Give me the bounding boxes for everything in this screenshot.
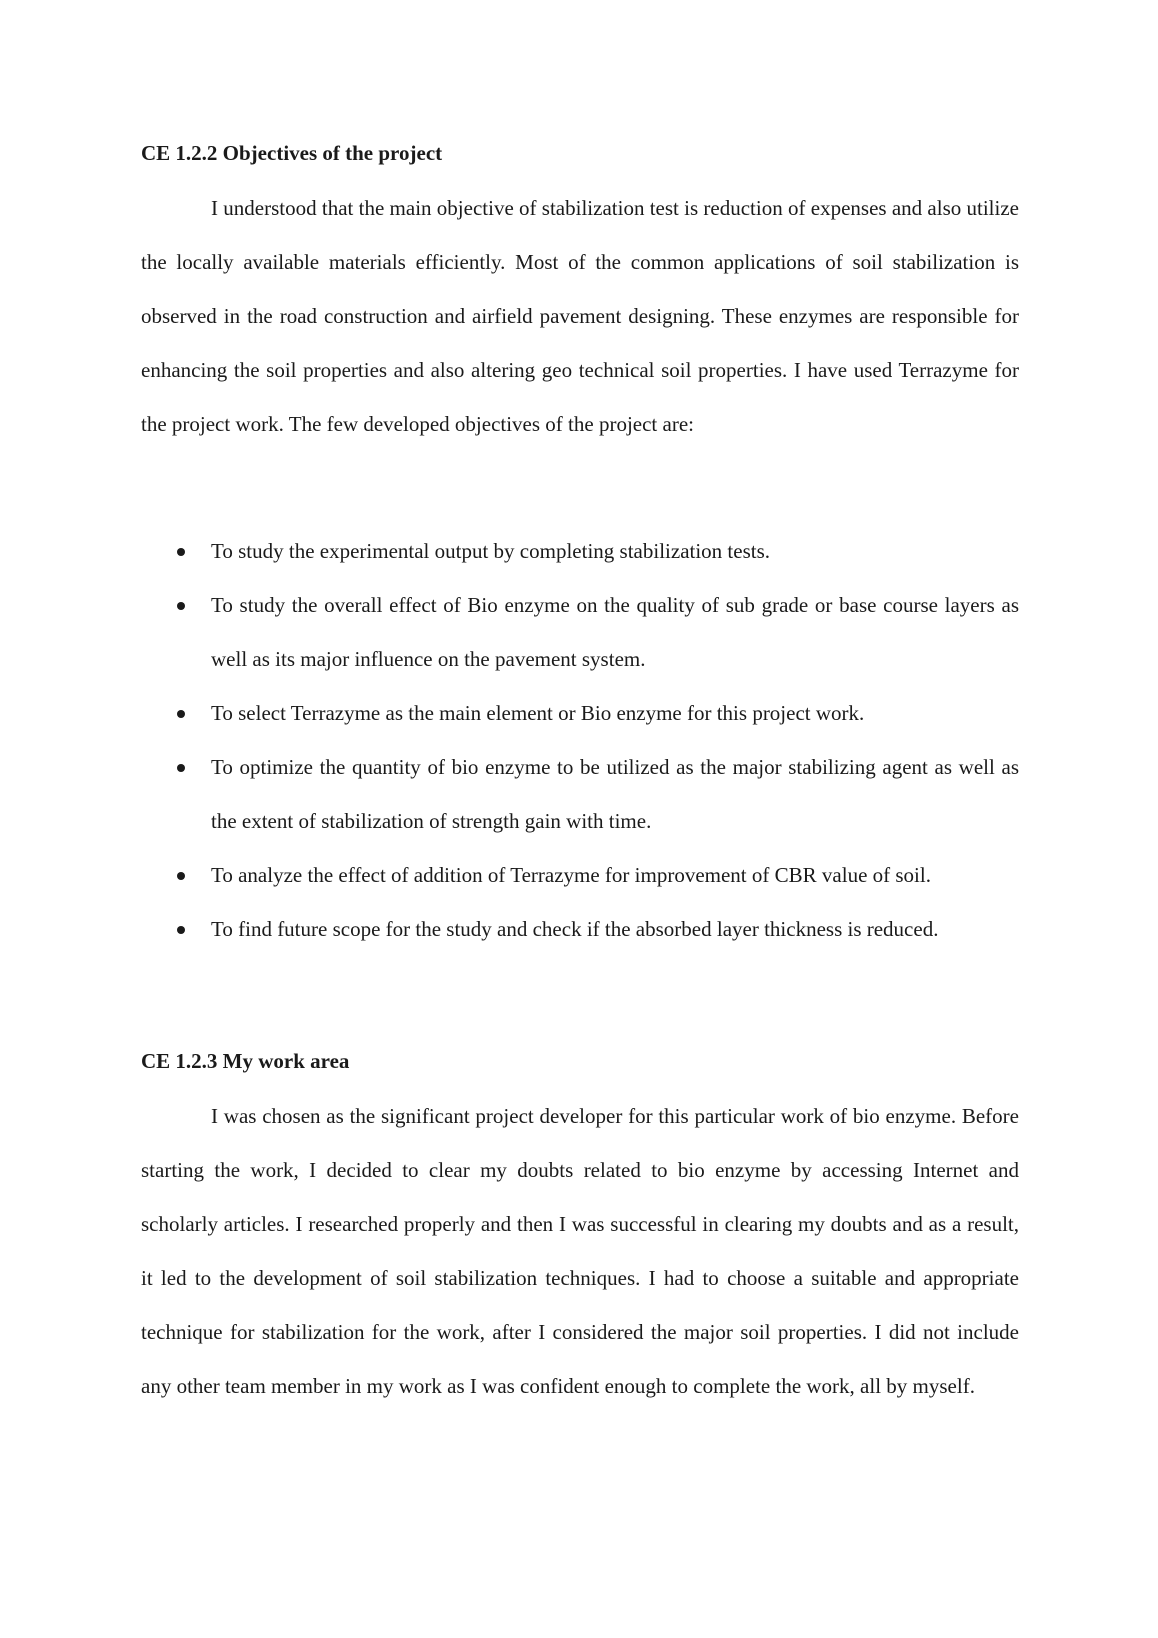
list-item — [141, 686, 1019, 740]
list-item-text: To study the experimental output by completing stabilization tests. — [211, 539, 771, 563]
list-item — [141, 578, 1019, 686]
list-item — [141, 902, 1019, 956]
list-item-text: To find future scope for the study and check if the absorbed layer thickness is reduced. — [211, 917, 939, 941]
bullet-icon — [177, 926, 185, 934]
list-item-text: To analyze the effect of addition of Terrazyme for improvement of CBR value of soil. — [211, 863, 931, 887]
section-heading-objectives: CE 1.2.2 Objectives of the project — [141, 141, 443, 165]
list-item-text: To select Terrazyme as the main element or Bio enzyme for this project work. — [211, 701, 865, 725]
section-heading-work-area: CE 1.2.3 My work area — [141, 1049, 350, 1073]
list-item-text: To optimize the quantity of bio enzyme to be utilized as the major stabilizing agent as well as the extent of stabilization of strength gain with time. — [211, 755, 1019, 833]
objectives-list — [141, 524, 1019, 956]
objectives-paragraph: I understood that the main objective of stabilization test is reduction of expenses and also utilize the locally available materials efficiently. Most of the common applications of soil stabilization is observed in the road construction and airfield pavement designing. These enzymes are responsible for enhancing the soil properties and also altering geo technical soil properties. I have used Terrazyme for the project work. The few developed objectives of the project are: — [141, 196, 1019, 436]
bullet-icon — [177, 872, 185, 880]
work-area-paragraph: I was chosen as the significant project developer for this particular work of bio enzyme. Before starting the work, I decided to clear my doubts related to bio enzyme by accessing Internet and scholarly articles. I researched properly and then I was successful in clearing my doubts and as a result, it led to the development of soil stabilization techniques. I had to choose a suitable and appropriate technique for stabilization for the work, after I considered the major soil properties. I did not include any other team member in my work as I was confident enough to complete the work, all by myself. — [141, 1104, 1019, 1398]
list-item-text: To study the overall effect of Bio enzyme on the quality of sub grade or base course layers as well as its major influence on the pavement system. — [211, 593, 1019, 671]
bullet-icon — [177, 710, 185, 718]
list-item — [141, 740, 1019, 848]
list-item — [141, 524, 1019, 578]
list-item — [141, 848, 1019, 902]
bullet-icon — [177, 602, 185, 610]
bullet-icon — [177, 548, 185, 556]
bullet-icon — [177, 764, 185, 772]
